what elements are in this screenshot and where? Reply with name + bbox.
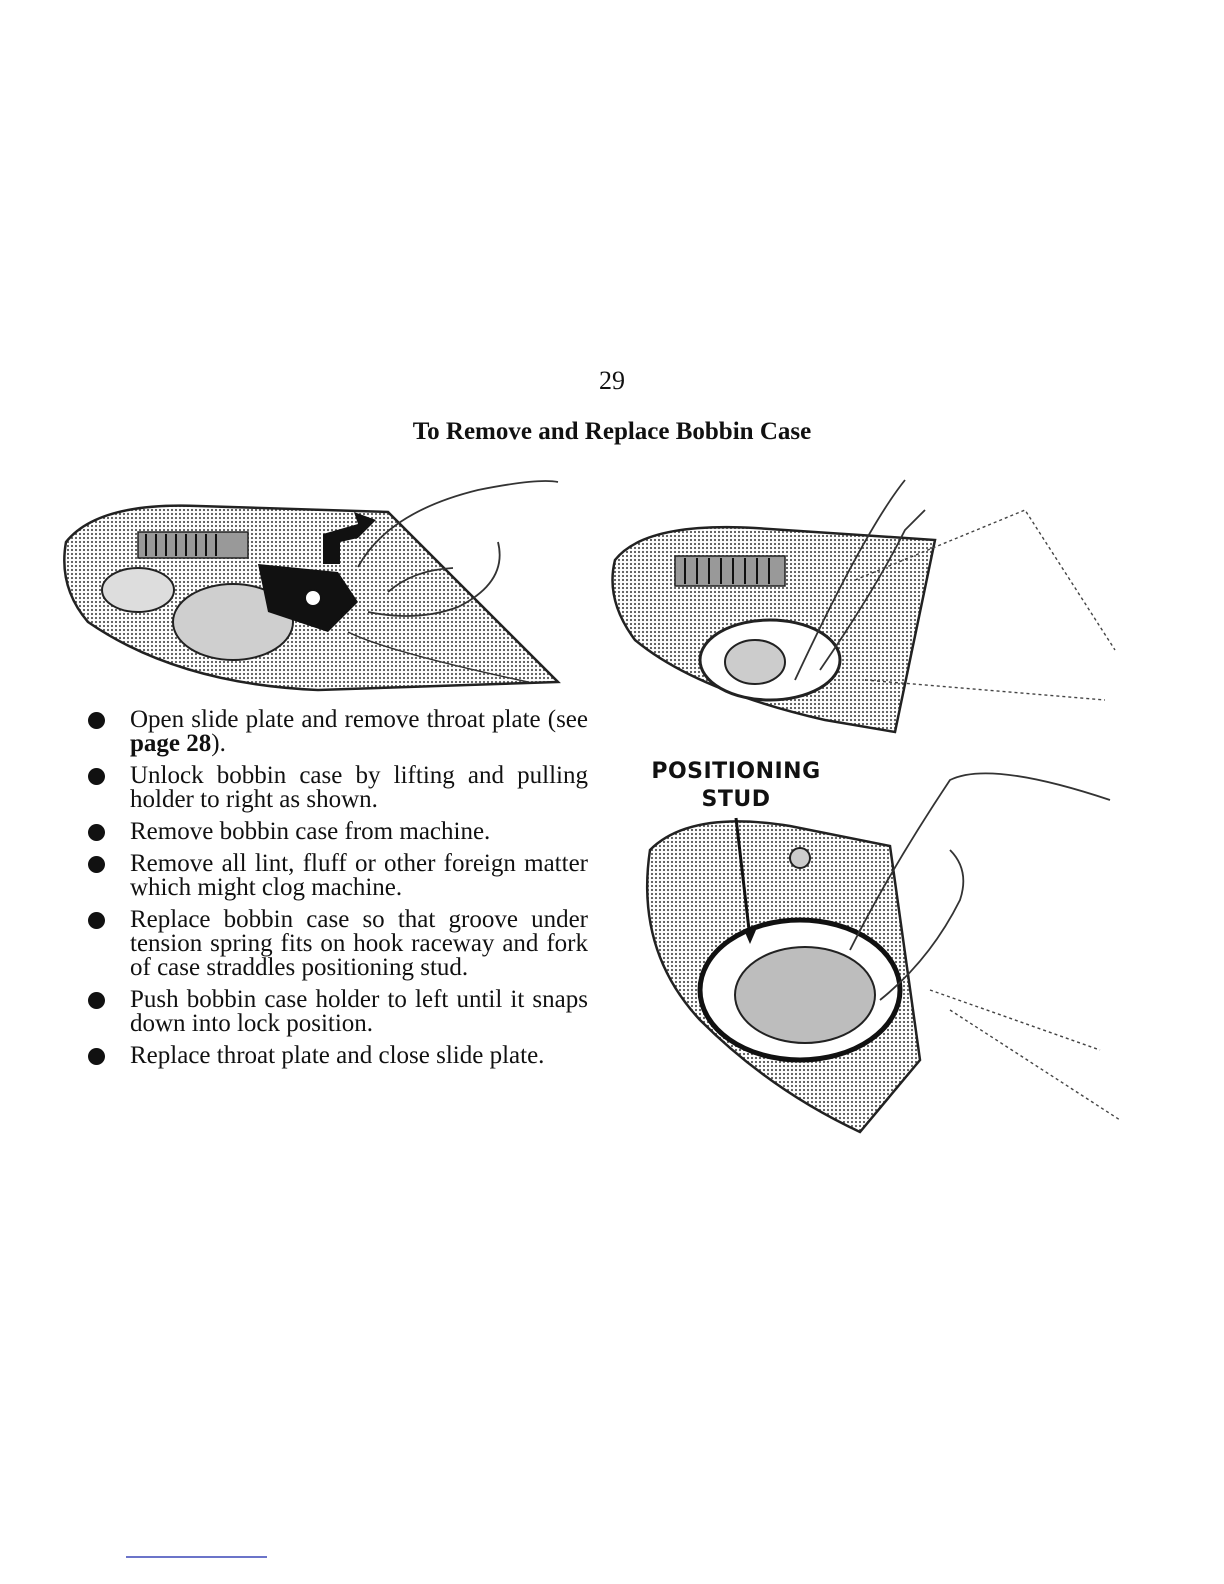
- list-item: [82, 988, 588, 1036]
- callout-line-2: STUD: [701, 787, 771, 812]
- step-text: Push bobbin case holder to left until it snaps down into lock position.: [130, 986, 588, 1037]
- instruction-list: [82, 708, 588, 1076]
- step-text: Open slide plate and remove throat plate (see: [130, 706, 588, 733]
- positioning-stud-callout: [650, 758, 822, 814]
- page-number: 29: [599, 366, 625, 395]
- page-reference: page 28: [130, 730, 212, 757]
- bullet-icon: [88, 856, 105, 873]
- step-text: Replace bobbin case so that groove under tension spring fits on hook raceway and fork of case straddles positioning stud.: [130, 906, 588, 981]
- list-item: [82, 764, 588, 812]
- bullet-icon: [88, 1048, 105, 1065]
- bullet-icon: [88, 912, 105, 929]
- bullet-icon: [88, 992, 105, 1009]
- callout-line-1: POSITIONING: [651, 759, 821, 784]
- step-text: Unlock bobbin case by lifting and pulling holder to right as shown.: [130, 762, 588, 813]
- step-text-end: ).: [211, 730, 226, 757]
- bullet-icon: [88, 768, 105, 785]
- list-item: [82, 708, 588, 756]
- list-item: [82, 1044, 588, 1068]
- step-text: Remove bobbin case from machine.: [130, 818, 491, 845]
- remove-bobbin-case-illustration: [605, 470, 1125, 738]
- list-item: [82, 852, 588, 900]
- list-item: [82, 820, 588, 844]
- replace-bobbin-case-illustration: [630, 760, 1130, 1136]
- step-text: Remove all lint, fluff or other foreign matter which might clog machine.: [130, 850, 588, 901]
- bullet-icon: [88, 712, 105, 729]
- footer-rule: [126, 1556, 267, 1558]
- bullet-icon: [88, 824, 105, 841]
- list-item: [82, 908, 588, 980]
- page-title: To Remove and Replace Bobbin Case: [412, 418, 812, 445]
- step-text: Replace throat plate and close slide plate.: [130, 1042, 545, 1069]
- unlock-bobbin-case-illustration: [58, 472, 568, 694]
